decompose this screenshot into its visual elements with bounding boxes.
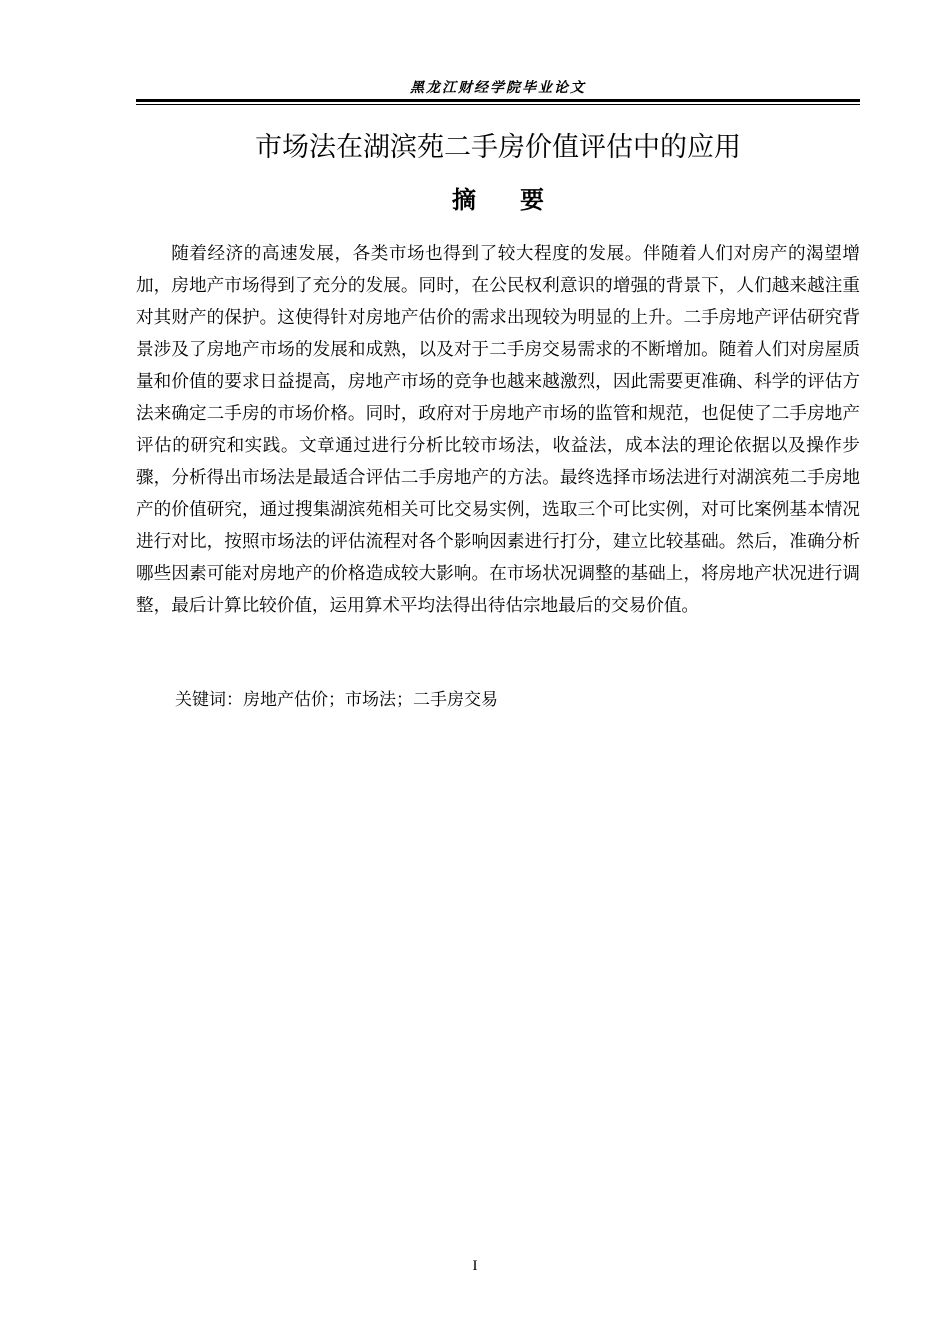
keywords-label: 关键词： (175, 690, 243, 710)
keywords-list: 房地产估价；市场法；二手房交易 (243, 690, 498, 710)
header-rule-thin (136, 104, 860, 105)
header-rule-thick (136, 99, 860, 102)
abstract-heading: 摘要 (452, 186, 588, 214)
keywords-line (175, 684, 498, 716)
paper-title: 市场法在湖滨苑二手房价值评估中的应用 (255, 132, 741, 163)
page-number: I (472, 1258, 478, 1274)
running-header: 黑龙江财经学院毕业论文 (410, 80, 586, 96)
abstract-body: 随着经济的高速发展，各类市场也得到了较大程度的发展。伴随着人们对房产的渴望增加，房地产市场得到了充分的发展。同时，在公民权利意识的增强的背景下，人们越来越注重对其财产的保护。这使得针对房地产估价的需求出现较为明显的上升。二手房地产评估研究背景涉及了房地产市场的发展和成熟，以及对于二手房交易需求的不断增加。随着人们对房屋质量和价值的要求日益提高，房地产市场的竞争也越来越激烈，因此需要更准确、科学的评估方法来确定二手房的市场价格。同时，政府对于房地产市场的监管和规范，也促使了二手房地产评估的研究和实践。文章通过进行分析比较市场法，收益法，成本法的理论依据以及操作步骤，分析得出市场法是最适合评估二手房地产的方法。最终选择市场法进行对湖滨苑二手房地产的价值研究，通过搜集湖滨苑相关可比交易实例，选取三个可比实例，对可比案例基本情况进行对比，按照市场法的评估流程对各个影响因素进行打分，建立比较基础。然后，准确分析哪些因素可能对房地产的价格造成较大影响。在市场状况调整的基础上，将房地产状况进行调整，最后计算比较价值，运用算术平均法得出待估宗地最后的交易价值。 (136, 244, 860, 616)
